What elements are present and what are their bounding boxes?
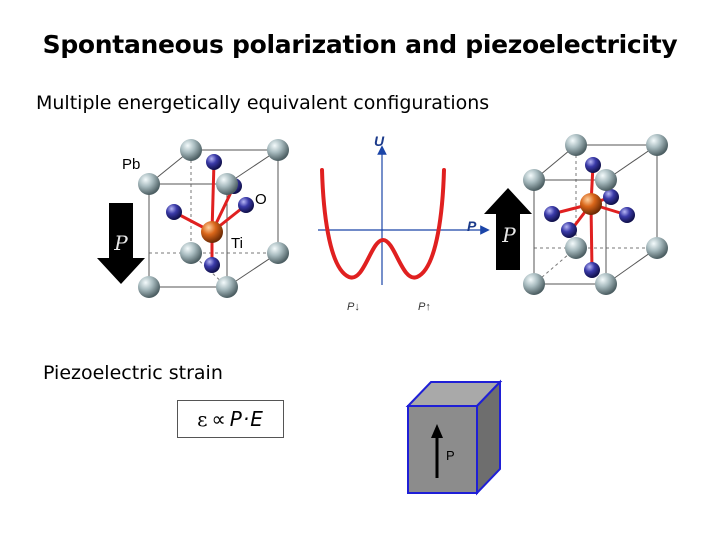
right-o-atom-bottom [584,262,600,278]
right-pb-atom [523,169,545,191]
energy-curve [322,170,444,278]
left-unit-cell [97,139,289,298]
right-o-atom-top [585,157,601,173]
min-right-label: P↑ [418,301,431,313]
right-unit-cell [484,134,668,295]
right-pb-atom [595,273,617,295]
right-pb-atom [523,273,545,295]
strain-label: Piezoelectric strain [43,362,223,384]
formula-strain-symbol: ε [197,407,208,431]
left-polarization-label: P [114,231,128,255]
label-pb: Pb [122,156,141,173]
right-pb-atom [565,134,587,156]
right-pb-atom [565,237,587,259]
label-ti: Ti [231,235,243,252]
left-pb-atom [216,276,238,298]
min-left-label: P↓ [347,301,360,313]
right-o-atom-left [544,206,560,222]
slide-subtitle: Multiple energetically equivalent configurations [36,92,490,114]
left-o-atom-bottom [204,257,220,273]
left-pb-atom [267,242,289,264]
left-pb-atom [180,242,202,264]
left-o-atom-right [238,197,254,213]
energy-double-well-plot [318,133,485,313]
left-pb-atom [216,173,238,195]
right-o-atom-front [561,222,577,238]
left-pb-atom [138,276,160,298]
block-polarization-label: P [446,448,455,463]
right-pb-atom [646,134,668,156]
slide-title: Spontaneous polarization and piezoelectricity [42,30,678,59]
left-pb-atom [180,139,202,161]
right-pb-atom [646,237,668,259]
right-ti-atom [580,193,602,215]
energy-axis-label: U [374,133,385,149]
formula-rhs: P·E [229,407,264,431]
left-pb-atom [138,173,160,195]
label-o: O [255,191,267,208]
left-ti-atom [201,221,223,243]
right-o-atom-back [603,189,619,205]
left-pb-atom [267,139,289,161]
right-polarization-label: P [502,223,516,247]
piezo-block [408,382,500,493]
right-pb-atom [595,169,617,191]
polarization-axis-label: P [467,218,477,234]
strain-formula-box [177,400,284,438]
right-o-atom-right [619,207,635,223]
left-o-atom-left [166,204,182,220]
left-o-atom-top [206,154,222,170]
block-front-face [408,406,477,493]
formula-proportional-symbol: ∝ [211,407,226,431]
